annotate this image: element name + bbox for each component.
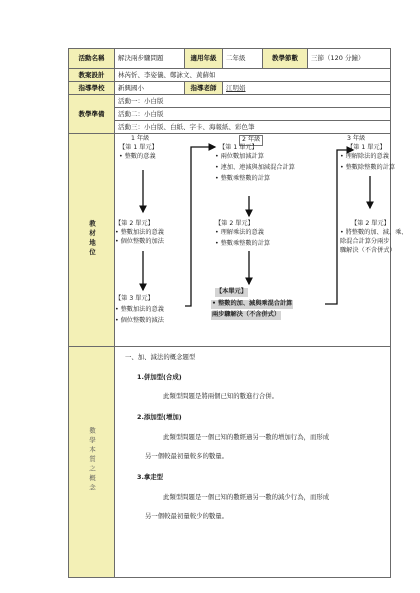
g2-unit2-item: • 理解乘法的意義 — [215, 229, 264, 236]
activity-row — [69, 49, 391, 69]
prep-row-2 — [69, 108, 391, 121]
g3-unit2-item: • 將整數的加、減、乘、 — [340, 229, 408, 236]
g1-unit2-title: 【第 2 單元】 — [115, 220, 154, 227]
map-cell — [115, 134, 408, 347]
g2-unit1-item: • 連加、連減與加減混合計算 — [215, 164, 295, 171]
type3-body: 另一個較最初量較少的數量。 — [145, 512, 229, 520]
g3-unit2-title: 【第 2 單元】 — [351, 220, 390, 227]
teacher-name: 江明娟 — [226, 83, 246, 92]
activity-name-label: 活動名稱 — [69, 49, 115, 69]
concept-label-cell — [69, 347, 115, 578]
prep-item: 活動一：小白版 — [115, 95, 391, 108]
current-unit-title: 【本單元】 — [216, 288, 247, 295]
prep-row-1 — [69, 95, 391, 108]
grade-label: 適用年級 — [185, 49, 223, 69]
teacher-label: 指導老師 — [185, 82, 223, 95]
current-unit-item: • 整數的加、減與乘混合計算 — [212, 300, 293, 307]
grade1-heading: 1 年級 — [131, 135, 150, 142]
activity-name-value: 解決兩步驟問題 — [115, 49, 185, 69]
type1-title: 1.併加型(合成) — [137, 373, 182, 381]
concept-row — [69, 347, 391, 578]
session-count-value: 三節（120 分鐘） — [308, 49, 391, 69]
arrow-g1-to-g2 — [185, 147, 215, 306]
g2-unit1-item: • 整數乘整數的計算 — [215, 175, 271, 182]
g1-unit3-item: • 整數加法的意義 — [115, 306, 164, 313]
grade-value: 二年級 — [223, 49, 263, 69]
teacher-value — [223, 82, 391, 95]
school-value: 新興國小 — [115, 82, 185, 95]
g2-unit2-title: 【第 2 單元】 — [215, 220, 254, 227]
g1-unit1-item: • 整數的意義 — [119, 153, 156, 160]
g3-unit2-item: 驟解決（不含併式） — [340, 247, 396, 254]
g1-unit3-item: • 個位整數的減法 — [115, 317, 164, 324]
g1-unit1-title: 【第 1 單元】 — [119, 144, 158, 151]
concept-content — [115, 347, 390, 577]
g3-unit1-title: 【第 1 單元】 — [347, 144, 386, 151]
map-label: 教材地位 — [88, 219, 96, 258]
g2-unit2-item: • 整數乘整數的計算 — [215, 240, 271, 247]
type2-title: 2.添加型(增加) — [137, 413, 182, 421]
arrow-g2-to-g3 — [325, 150, 353, 304]
map-row — [69, 134, 391, 347]
prep-item: 活動三：小白版、白紙、字卡、海報紙、彩色筆 — [115, 121, 391, 134]
g1-unit3-title: 【第 3 單元】 — [115, 295, 154, 302]
g3-unit2-item: 除混合計算分兩步 — [340, 238, 390, 245]
type1-body: 此類型問題是將兩個已知的數進行合併。 — [163, 392, 279, 400]
type2-body: 另一個較最初量較多的數量。 — [145, 452, 229, 460]
design-label: 教案設計 — [69, 69, 115, 82]
type2-body: 此類型問題是一個已知的數經過另一數的增加行為，而形成 — [163, 433, 330, 441]
type3-body: 此類型問題是一個已知的數經過另一數的減少行為，而形成 — [163, 493, 330, 501]
design-value: 林芮忻、李姿儀、鄭詠文、黃蘚如 — [115, 69, 391, 82]
g3-unit1-item: • 理解除法的意義 — [340, 153, 389, 160]
g1-unit2-item: • 整數加法的意義 — [115, 229, 164, 236]
type3-title: 3.拿走型 — [137, 473, 164, 481]
map-label-cell — [69, 134, 115, 347]
g3-unit1-item: • 整數除整數的計算 — [340, 164, 396, 171]
prep-label: 教學準備 — [69, 95, 115, 134]
current-unit-item: 兩步驟解決（不含併式） — [212, 311, 281, 318]
prep-row-3 — [69, 121, 391, 134]
session-count-label: 教學節數 — [263, 49, 308, 69]
concept-label: 數學本質之概念 — [88, 427, 96, 494]
school-row — [69, 82, 391, 95]
g1-unit2-item: • 個位整數的加法 — [115, 238, 164, 245]
g2-unit1-title: 【第 1 單元】 — [219, 144, 258, 151]
school-label: 指導學校 — [69, 82, 115, 95]
design-row — [69, 69, 391, 82]
curriculum-map — [115, 134, 408, 346]
concept-heading: 一、加、減法的概念題型 — [125, 353, 196, 361]
grade3-heading: 3 年級 — [347, 135, 366, 142]
grade2-heading: 2 年級 — [239, 135, 263, 146]
prep-item: 活動二：小白版 — [115, 108, 391, 121]
concept-cell — [115, 347, 391, 578]
lesson-plan-table — [68, 48, 408, 578]
g2-unit1-item: • 兩位數加減計算 — [215, 153, 264, 160]
